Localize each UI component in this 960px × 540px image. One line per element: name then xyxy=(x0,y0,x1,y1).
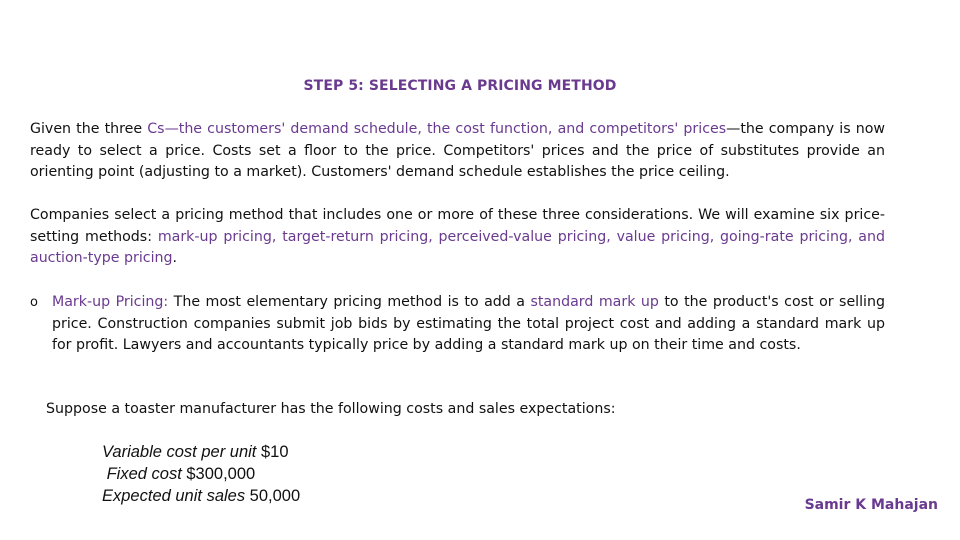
bullet-marker: o xyxy=(30,295,38,310)
bullet-heading: Mark-up Pricing: xyxy=(52,294,169,310)
intro-paragraph xyxy=(30,119,885,184)
methods-highlight: mark-up pricing, target-return pricing, perceived-value pricing, value pricing, going-rate pricing, and auction-type pricing xyxy=(30,228,886,267)
page-title: STEP 5: SELECTING A PRICING METHOD xyxy=(303,78,617,94)
intro-highlight: Cs—the customers' demand schedule, the cost function, and competitors' prices xyxy=(147,121,727,137)
intro-rest: —the company is now ready to select a price. Costs set a floor to the price. Competitors' prices and the price of substitutes provide an orienting point (adjusting to a market). Customers' demand schedule establishes the price ceiling. xyxy=(30,121,886,181)
suppose-line: Suppose a toaster manufacturer has the following costs and sales expectations: xyxy=(46,401,616,417)
cost-item-fixed xyxy=(102,463,300,485)
methods-paragraph xyxy=(30,205,885,270)
cost-value: $10 xyxy=(256,443,289,461)
bullet-text-before: The most elementary pricing method is to add a xyxy=(168,294,531,310)
cost-label: Variable cost per unit xyxy=(102,443,257,461)
cost-item-units xyxy=(102,485,300,507)
methods-rest: . xyxy=(172,250,178,267)
markup-pricing-bullet xyxy=(30,292,885,357)
bullet-highlight: standard mark up xyxy=(530,294,659,310)
cost-list xyxy=(102,441,300,507)
bullet-text xyxy=(52,292,885,357)
intro-lead: Given the three xyxy=(30,121,148,137)
cost-label: Fixed cost xyxy=(106,465,182,483)
methods-lead: Companies select a pricing method that includes one or more of these three considerations. We will examine six price-setting methods: xyxy=(30,207,885,245)
cost-item-variable xyxy=(102,441,300,463)
cost-value: 50,000 xyxy=(245,487,301,505)
bullet-text-after: to the product's cost or selling price. Construction companies submit job bids by estimating the total project cost and adding a standard mark up for profit. Lawyers and accountants typically price by adding a standard mark up on their time and costs. xyxy=(52,294,885,354)
cost-label: Expected unit sales xyxy=(102,487,246,505)
author-name: Samir K Mahajan xyxy=(804,497,938,513)
cost-value: $300,000 xyxy=(181,465,256,483)
